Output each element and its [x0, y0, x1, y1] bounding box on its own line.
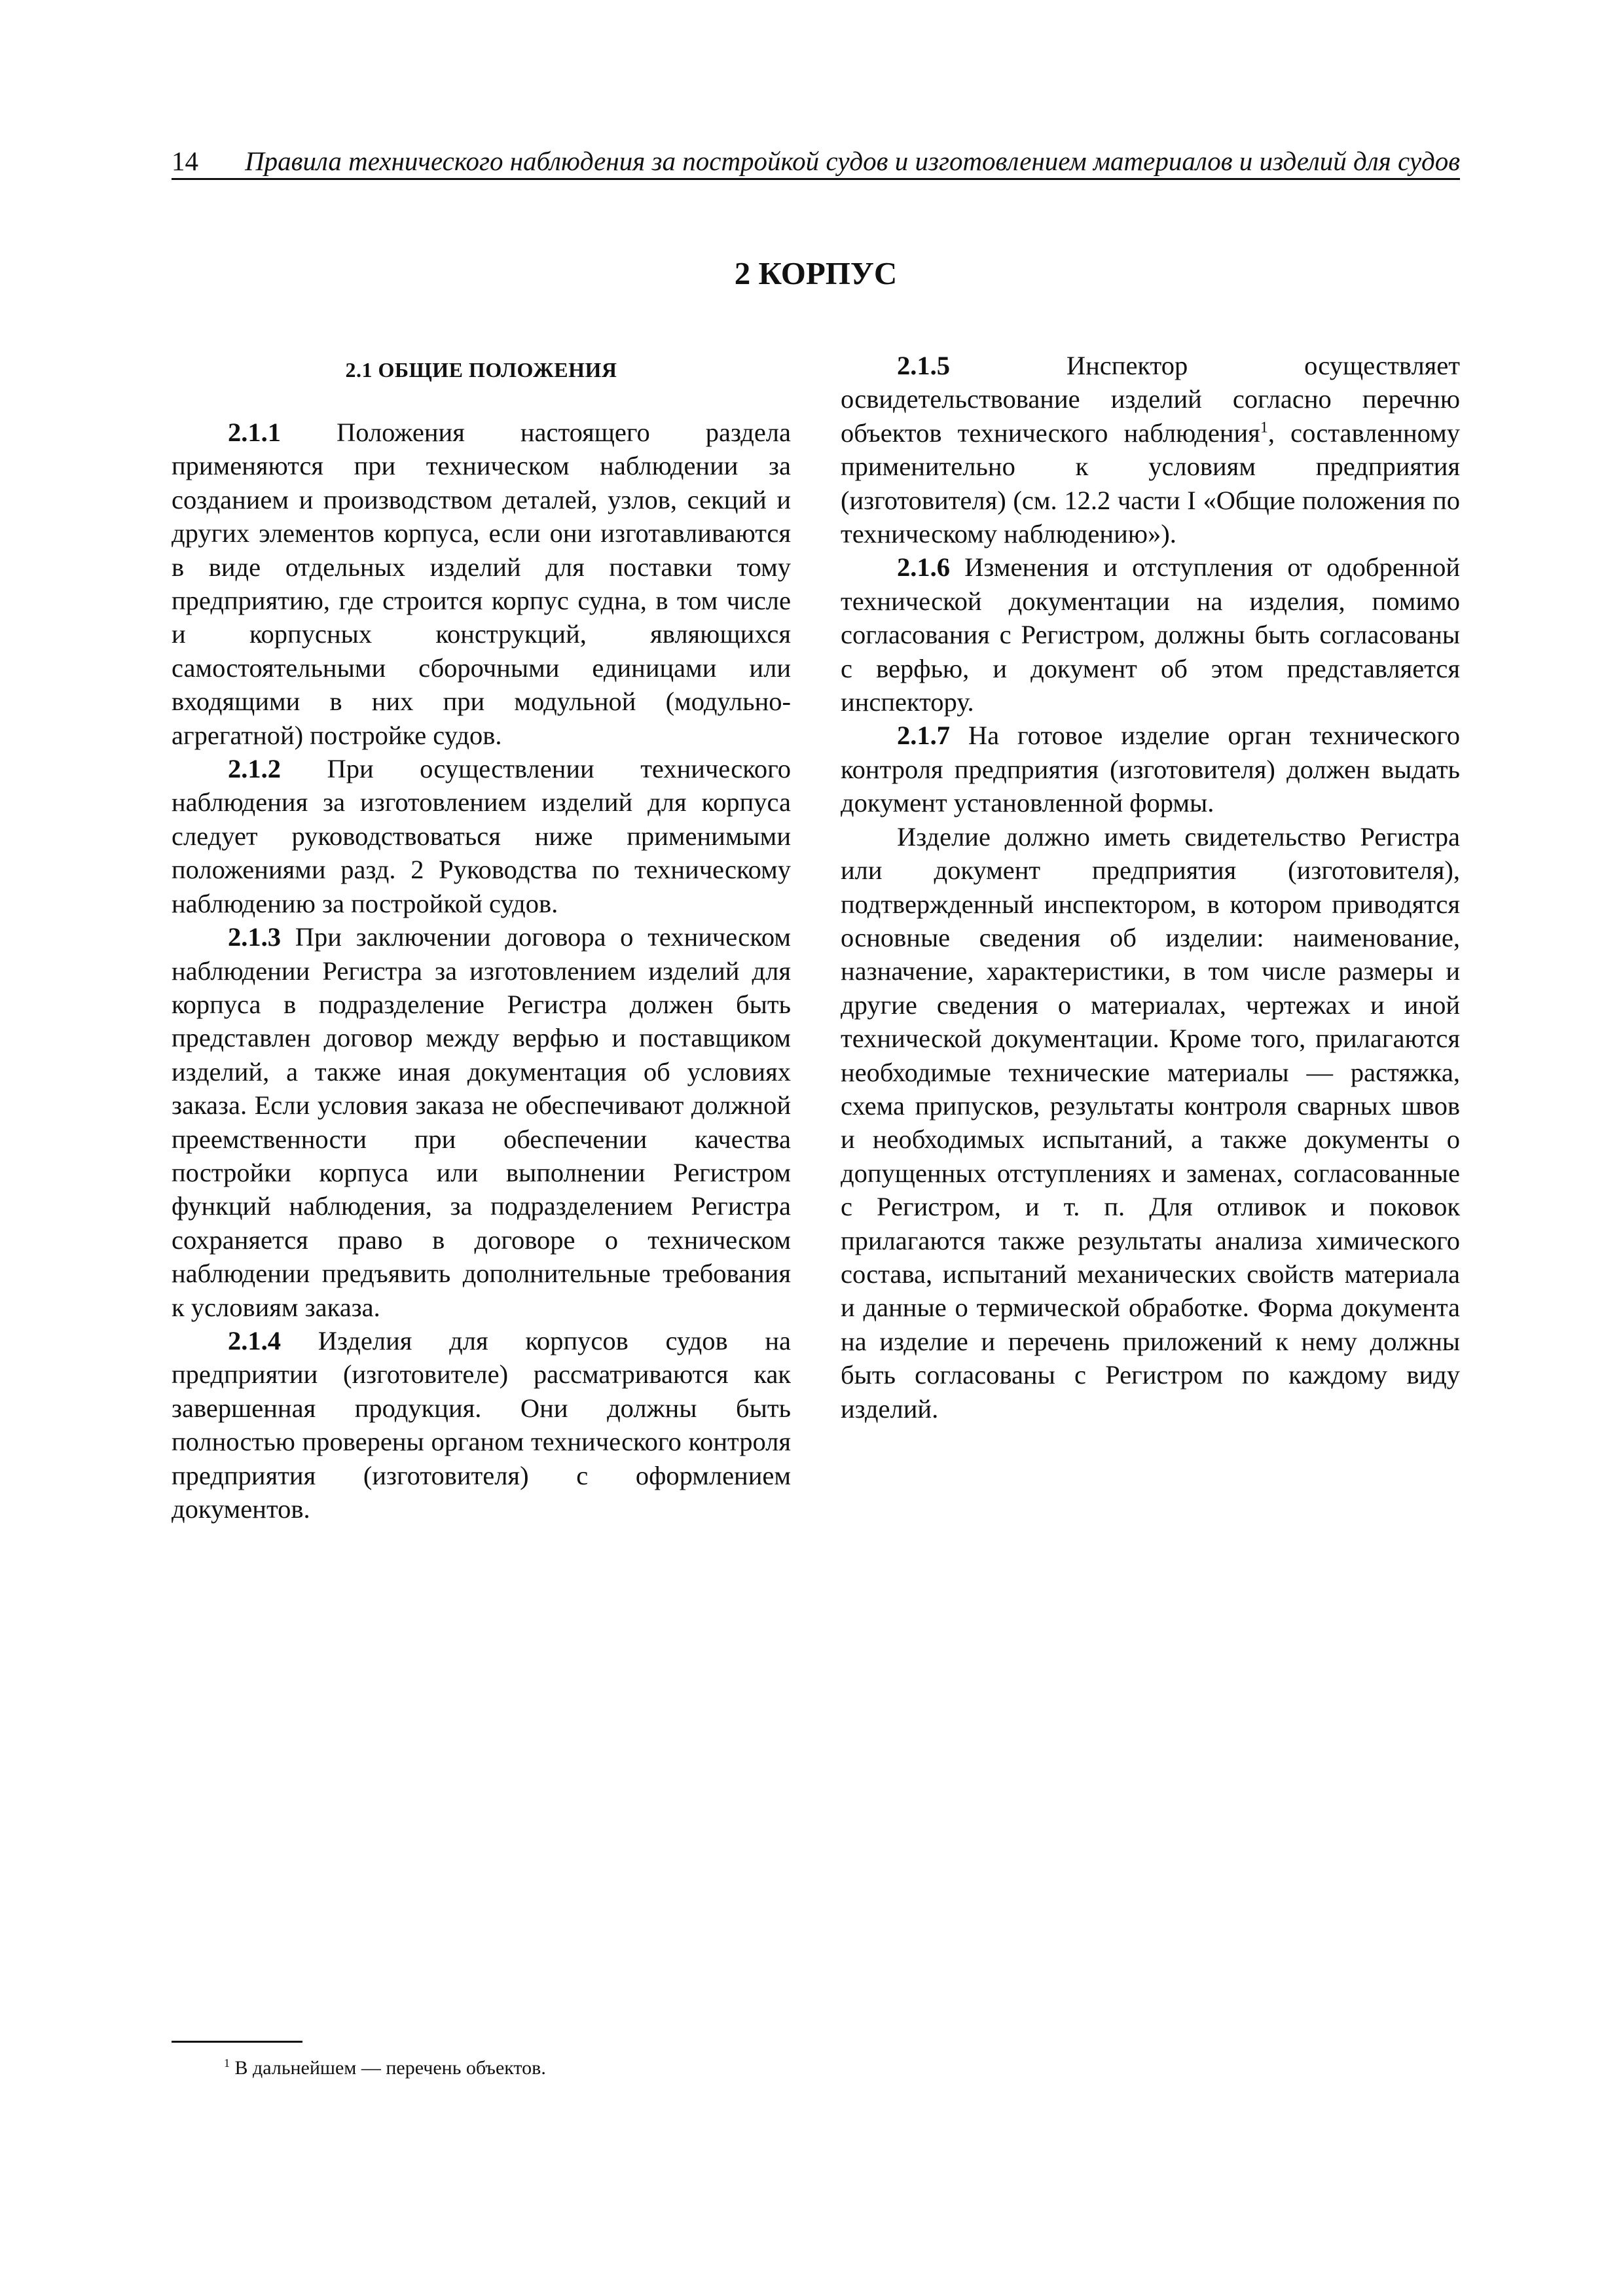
clause-text: Изделия для корпусов судов на предприятии (изготовителе) рассматриваются как завершенная продукция. Они должны быть полностью проверены органом технического контроля предприятия (изготовителя) с оформлением документов.	[172, 1325, 791, 1524]
footnote-reference: 1	[1260, 419, 1268, 437]
footnote	[224, 2055, 546, 2081]
right-column	[841, 349, 1460, 1426]
paragraph-2-1-3	[172, 920, 791, 1324]
paragraph-document-requirements: Изделие должно иметь свидетельство Регистра или документ предприятия (изготовителя), подтвержденный инспектором, в котором приводятся основные сведения об изделии: наименование, назначение, характеристики, в том числе размеры и другие сведения о материалах, чертежах и иной технической документации. Кроме того, прилагаются необходимые технические материалы — растяжка, схема припусков, результаты контроля сварных швов и необходимых испытаний, а также документы о допущенных отступлениях и заменах, согласованные с Регистром, и т. п. Для отливок и поковок прилагаются также результаты анализа химического состава, испытаний механических свойств материала и данные о термической обработке. Форма документа на изделие и перечень приложений к нему должны быть согласованы с Регистром по каждому виду изделий.	[841, 821, 1460, 1424]
clause-text: На готовое изделие орган технического контроля предприятия (изготовителя) должен выдать документ установленной формы.	[841, 721, 1460, 818]
footnote-text: В дальнейшем — перечень объектов.	[230, 2057, 546, 2079]
paragraph-2-1-7	[841, 719, 1460, 819]
running-header	[172, 145, 1460, 180]
section-heading: 2.1 ОБЩИЕ ПОЛОЖЕНИЯ	[345, 358, 617, 382]
clause-number: 2.1.1	[228, 418, 281, 447]
chapter-title: 2 КОРПУС	[734, 255, 898, 291]
paragraph-2-1-2	[172, 752, 791, 920]
running-title: Правила технического наблюдения за постройкой судов и изготовлением материалов и изделий для судов	[245, 146, 1460, 176]
paragraph-2-1-6	[841, 550, 1460, 719]
clause-number: 2.1.4	[228, 1325, 281, 1355]
left-column	[172, 353, 791, 1526]
paragraph-2-1-4	[172, 1324, 791, 1526]
clause-text: При заключении договора о техническом наблюдении Регистра за изготовлением изделий для корпуса в подразделение Регистра должен быть представлен договор между верфью и поставщиком изделий, а также иная документация об условиях заказа. Если условия заказа не обеспечивают должной преемственности при обеспечении качества постройки корпуса или выполнении Регистром функций наблюдения, за подразделением Регистра сохраняется право в договоре о техническом наблюдении предъявить дополнительные требования к условиям заказа.	[172, 922, 791, 1322]
clause-number: 2.1.5	[897, 351, 950, 380]
clause-text: При осуществлении технического наблюдения за изготовлением изделий для корпуса следует руководствоваться ниже применимыми положениями разд. 2 Руководства по техническому наблюдению за постройкой судов.	[172, 754, 791, 918]
clause-number: 2.1.3	[228, 922, 281, 952]
page-number: 14	[172, 146, 198, 176]
clause-text-continued: , составленному применительно к условиям предприятия (изготовителя) (см. 12.2 части I «Общие положения по техническому наблюдению»).	[841, 418, 1460, 549]
footnote-mark: 1	[224, 2056, 230, 2070]
clause-text: Положения настоящего раздела применяются при техническом наблюдении за созданием и производством деталей, узлов, секций и других элементов корпуса, если они изготавливаются в виде отдельных изделий для поставки тому предприятию, где строится корпус судна, в том числе и корпусных конструкций, являющихся самостоятельными сборочными единицами или входящими в них при модульной (модульно-агрегатной) постройке судов.	[172, 418, 791, 750]
clause-text: Изменения и отступления от одобренной технической документации на изделия, помимо согласования с Регистром, должны быть согласованы с верфью, и документ об этом представляется инспектору.	[841, 552, 1460, 717]
clause-number: 2.1.6	[897, 552, 950, 583]
clause-number: 2.1.2	[228, 754, 281, 784]
clause-text: Инспектор осуществляет освидетельствование изделий согласно перечню объектов технического наблюдения	[841, 351, 1460, 448]
clause-number: 2.1.7	[897, 721, 950, 751]
footnote-divider	[172, 2041, 302, 2043]
paragraph-2-1-1	[172, 416, 791, 752]
paragraph-2-1-5	[841, 349, 1460, 550]
